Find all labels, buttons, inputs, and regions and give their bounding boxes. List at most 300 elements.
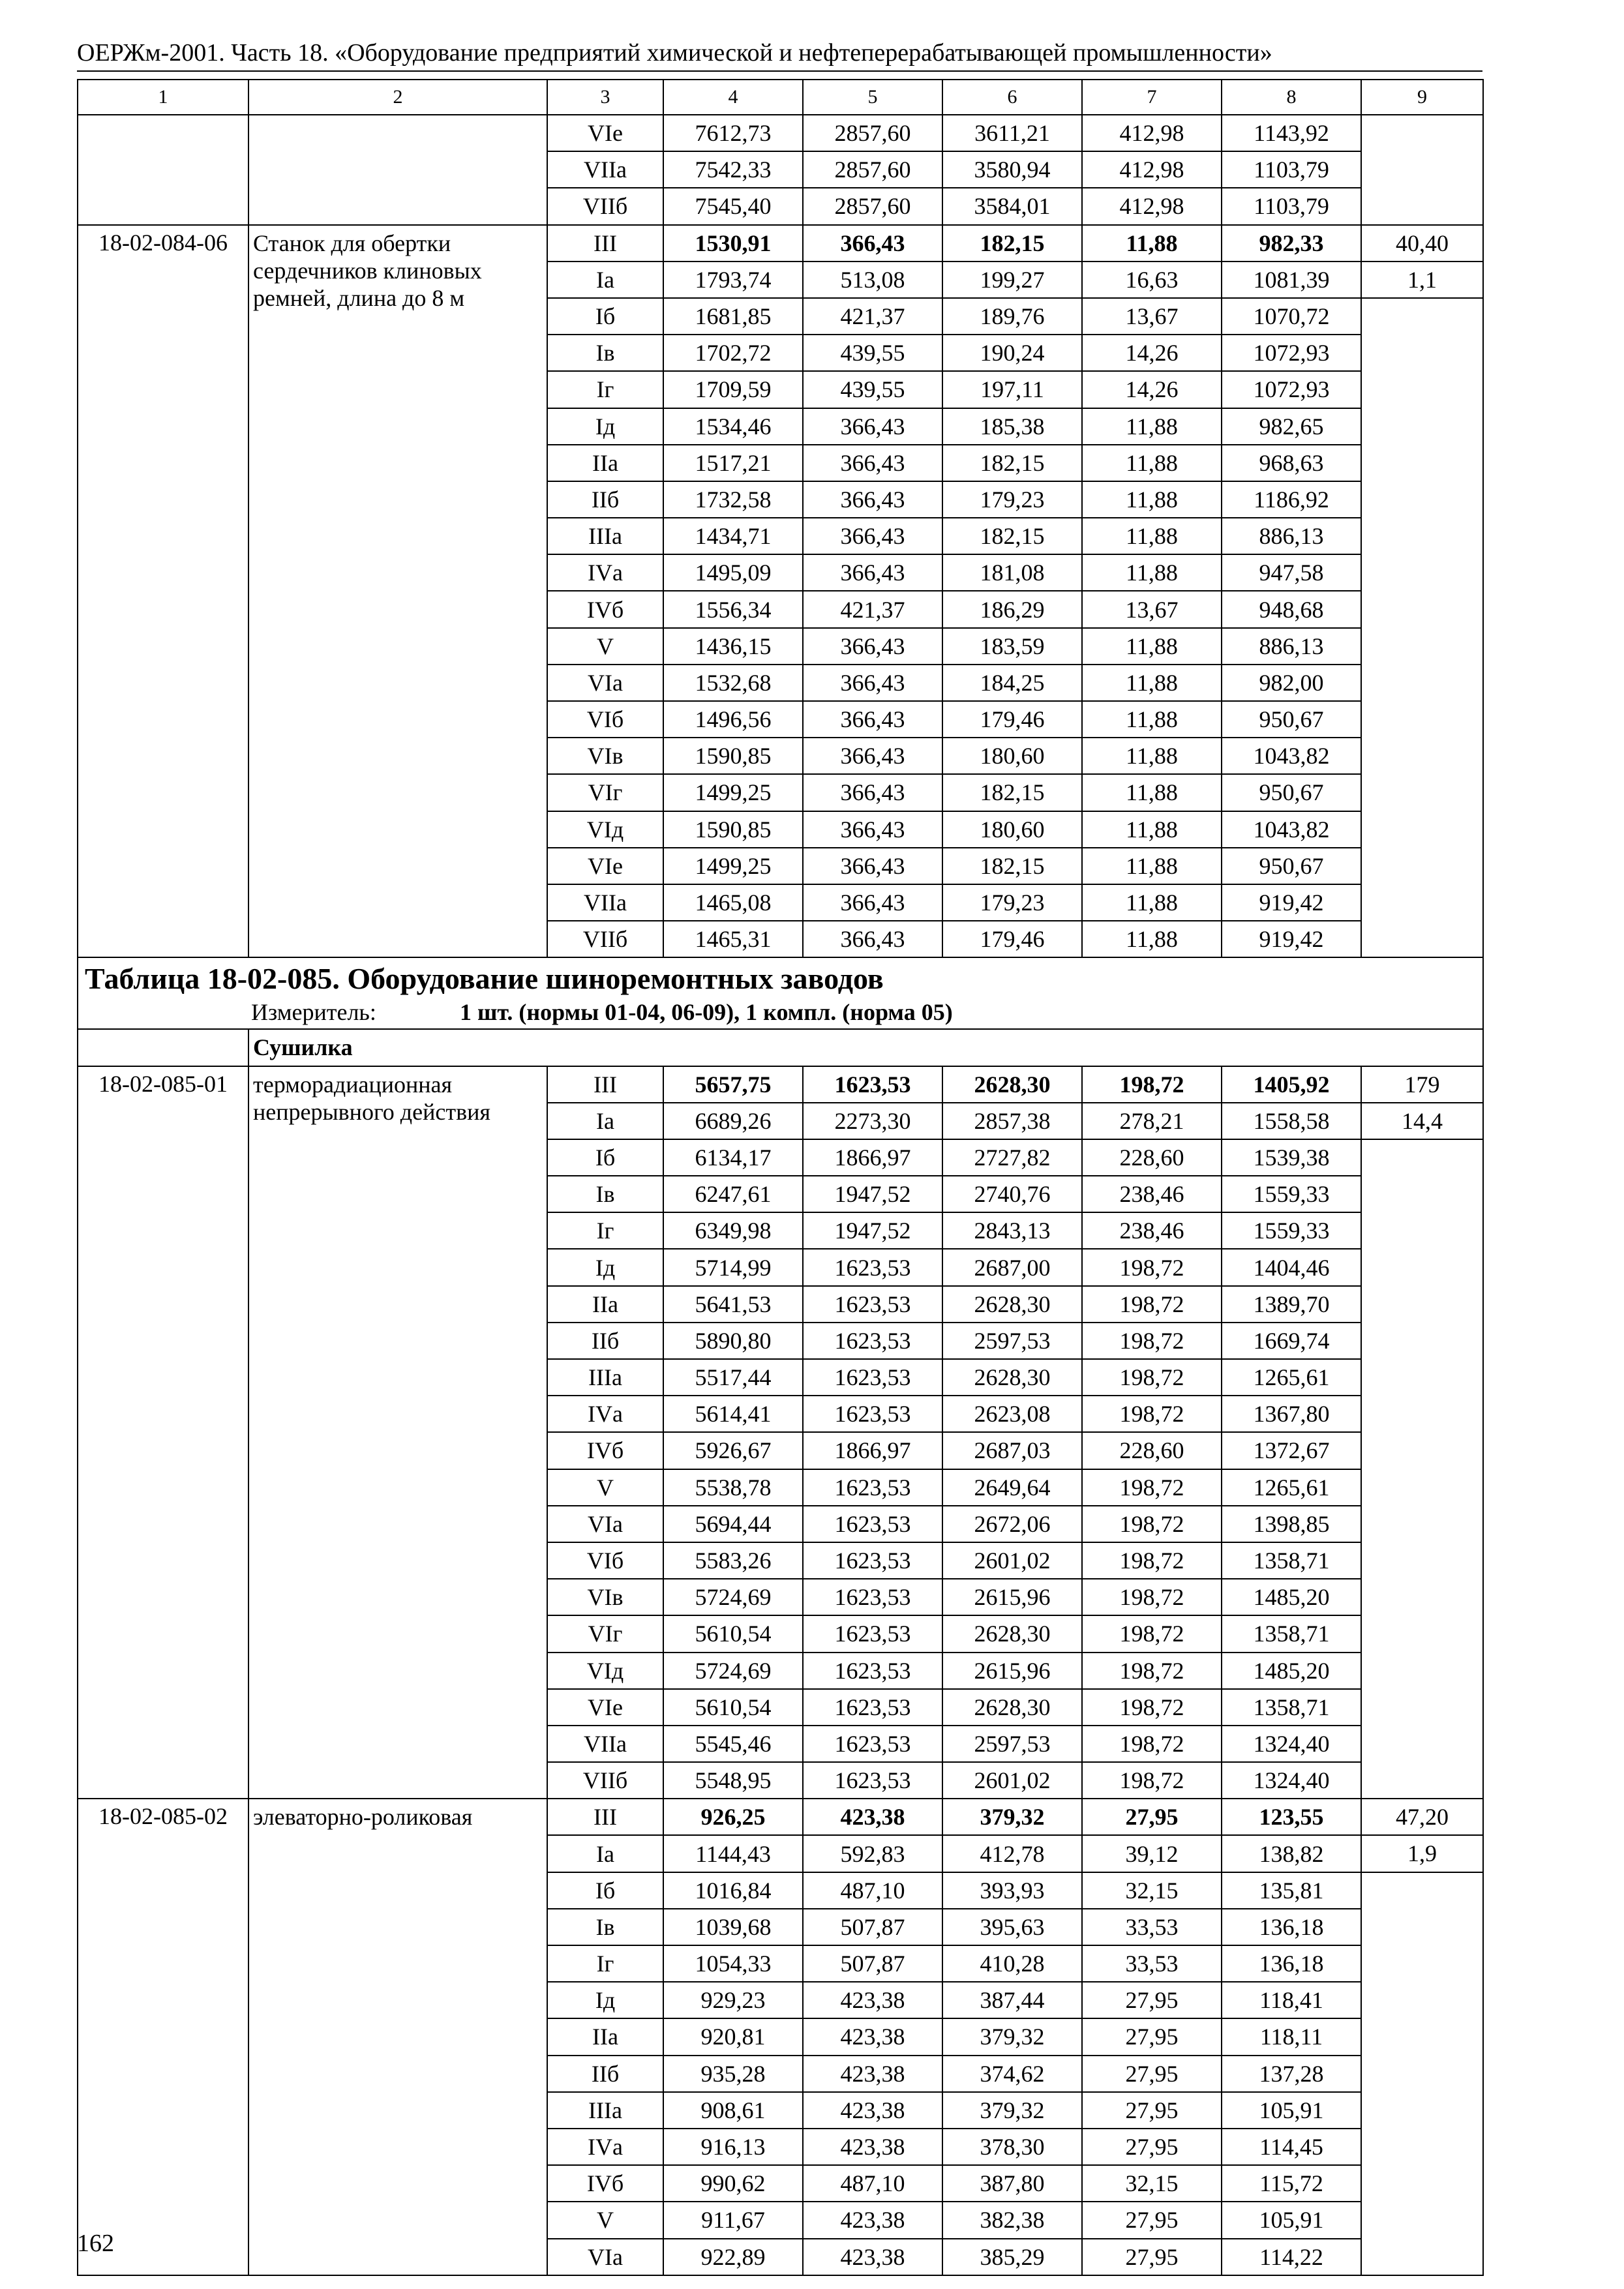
materials-cost-cell: 1367,80 xyxy=(1222,1396,1361,1432)
driver-pay-cell: 198,72 xyxy=(1082,1249,1222,1285)
machine-cost-cell: 387,44 xyxy=(942,1982,1082,2018)
total-cost-cell: 6247,61 xyxy=(663,1176,803,1212)
zone-cell: V xyxy=(547,628,663,665)
labor-cost-cell: 366,43 xyxy=(803,811,942,848)
labor-cost-cell: 487,10 xyxy=(803,2165,942,2202)
table-caption xyxy=(78,957,1483,1029)
machine-cost-cell: 190,24 xyxy=(942,335,1082,371)
zone-cell: Iа xyxy=(547,1103,663,1139)
zone-cell: Iг xyxy=(547,1945,663,1982)
materials-cost-cell: 118,41 xyxy=(1222,1982,1361,2018)
machine-cost-cell: 2615,96 xyxy=(942,1653,1082,1689)
work-name-cell: терморадиационная непрерывного действия xyxy=(248,1066,547,1799)
column-number: 1 xyxy=(78,80,248,115)
materials-cost-cell: 105,91 xyxy=(1222,2202,1361,2238)
driver-pay-cell: 27,95 xyxy=(1082,2056,1222,2092)
total-cost-cell: 5517,44 xyxy=(663,1359,803,1396)
zone-cell: IIа xyxy=(547,445,663,481)
labor-cost-cell: 1623,53 xyxy=(803,1249,942,1285)
zone-cell: V xyxy=(547,2202,663,2238)
zone-cell: VIIб xyxy=(547,1762,663,1799)
zone-cell: VIа xyxy=(547,665,663,701)
zone-cell: VIа xyxy=(547,2239,663,2275)
labor-cost-cell: 1623,53 xyxy=(803,1066,942,1103)
total-cost-cell: 1496,56 xyxy=(663,701,803,738)
total-cost-cell: 5610,54 xyxy=(663,1689,803,1726)
machine-cost-cell: 2597,53 xyxy=(942,1726,1082,1762)
labor-cost-cell: 366,43 xyxy=(803,848,942,884)
labor-cost-cell: 423,38 xyxy=(803,2018,942,2055)
zone-cell: VIIа xyxy=(547,1726,663,1762)
zone-cell: Iг xyxy=(547,1212,663,1249)
machine-cost-cell: 410,28 xyxy=(942,1945,1082,1982)
norms-table xyxy=(77,79,1484,2276)
zone-cell: Iд xyxy=(547,1982,663,2018)
materials-cost-cell: 1485,20 xyxy=(1222,1653,1361,1689)
zone-cell: IIб xyxy=(547,1323,663,1359)
driver-pay-cell: 11,88 xyxy=(1082,445,1222,481)
machine-cost-cell: 395,63 xyxy=(942,1909,1082,1945)
labor-cost-cell: 1623,53 xyxy=(803,1542,942,1579)
total-cost-cell: 5694,44 xyxy=(663,1506,803,1542)
labor-cost-cell: 366,43 xyxy=(803,554,942,591)
labor-cost-cell: 366,43 xyxy=(803,445,942,481)
machine-cost-cell: 2687,00 xyxy=(942,1249,1082,1285)
column-number: 8 xyxy=(1222,80,1361,115)
machine-cost-cell: 182,15 xyxy=(942,848,1082,884)
machine-cost-cell: 186,29 xyxy=(942,591,1082,627)
zone-cell: VIв xyxy=(547,738,663,774)
norm-code-cell xyxy=(78,115,248,225)
meter-line xyxy=(85,997,1476,1027)
materials-cost-cell: 982,00 xyxy=(1222,665,1361,701)
materials-cost-cell: 919,42 xyxy=(1222,884,1361,921)
materials-cost-cell: 1372,67 xyxy=(1222,1432,1361,1469)
materials-cost-cell: 115,72 xyxy=(1222,2165,1361,2202)
labor-cost-cell: 2857,60 xyxy=(803,151,942,188)
labor-hours-cell: 1,9 xyxy=(1361,1835,1483,1872)
table-caption-row xyxy=(78,957,1483,1029)
total-cost-cell: 1434,71 xyxy=(663,518,803,554)
machine-cost-cell: 181,08 xyxy=(942,554,1082,591)
materials-cost-cell: 1103,79 xyxy=(1222,151,1361,188)
meter-value: 1 шт. (нормы 01-04, 06-09), 1 компл. (норма 05) xyxy=(460,999,953,1026)
zone-cell: VIIа xyxy=(547,884,663,921)
zone-cell: Iа xyxy=(547,262,663,298)
materials-cost-cell: 1398,85 xyxy=(1222,1506,1361,1542)
labor-cost-cell: 1623,53 xyxy=(803,1615,942,1652)
driver-pay-cell: 412,98 xyxy=(1082,151,1222,188)
machine-cost-cell: 2740,76 xyxy=(942,1176,1082,1212)
total-cost-cell: 922,89 xyxy=(663,2239,803,2275)
machine-cost-cell: 379,32 xyxy=(942,2018,1082,2055)
labor-cost-cell: 423,38 xyxy=(803,2092,942,2129)
total-cost-cell: 911,67 xyxy=(663,2202,803,2238)
labor-cost-cell: 1623,53 xyxy=(803,1359,942,1396)
total-cost-cell: 5641,53 xyxy=(663,1286,803,1323)
driver-pay-cell: 27,95 xyxy=(1082,2202,1222,2238)
total-cost-cell: 935,28 xyxy=(663,2056,803,2092)
driver-pay-cell: 11,88 xyxy=(1082,811,1222,848)
total-cost-cell: 1499,25 xyxy=(663,848,803,884)
driver-pay-cell: 13,67 xyxy=(1082,298,1222,335)
total-cost-cell: 929,23 xyxy=(663,1982,803,2018)
labor-cost-cell: 366,43 xyxy=(803,738,942,774)
total-cost-cell: 1590,85 xyxy=(663,738,803,774)
machine-cost-cell: 2601,02 xyxy=(942,1542,1082,1579)
labor-cost-cell: 423,38 xyxy=(803,1799,942,1835)
driver-pay-cell: 33,53 xyxy=(1082,1909,1222,1945)
labor-cost-cell: 1623,53 xyxy=(803,1286,942,1323)
total-cost-cell: 5583,26 xyxy=(663,1542,803,1579)
total-cost-cell: 5890,80 xyxy=(663,1323,803,1359)
driver-pay-cell: 238,46 xyxy=(1082,1176,1222,1212)
table-row xyxy=(78,225,1483,262)
driver-pay-cell: 278,21 xyxy=(1082,1103,1222,1139)
machine-cost-cell: 199,27 xyxy=(942,262,1082,298)
table-row xyxy=(78,115,1483,151)
zone-cell: III xyxy=(547,1799,663,1835)
machine-cost-cell: 182,15 xyxy=(942,518,1082,554)
labor-cost-cell: 513,08 xyxy=(803,262,942,298)
total-cost-cell: 6689,26 xyxy=(663,1103,803,1139)
total-cost-cell: 916,13 xyxy=(663,2129,803,2165)
materials-cost-cell: 948,68 xyxy=(1222,591,1361,627)
norm-code-cell: 18-02-084-06 xyxy=(78,225,248,958)
machine-cost-cell: 382,38 xyxy=(942,2202,1082,2238)
zone-cell: Iв xyxy=(547,1176,663,1212)
driver-pay-cell: 228,60 xyxy=(1082,1432,1222,1469)
empty-cell xyxy=(78,1029,248,1066)
labor-cost-cell: 366,43 xyxy=(803,518,942,554)
driver-pay-cell: 32,15 xyxy=(1082,1872,1222,1909)
driver-pay-cell: 228,60 xyxy=(1082,1139,1222,1176)
materials-cost-cell: 1669,74 xyxy=(1222,1323,1361,1359)
work-name-cell: Станок для обертки сердечников клиновых ремней, длина до 8 м xyxy=(248,225,547,958)
column-number: 4 xyxy=(663,80,803,115)
total-cost-cell: 7612,73 xyxy=(663,115,803,151)
driver-pay-cell: 198,72 xyxy=(1082,1689,1222,1726)
zone-cell: V xyxy=(547,1469,663,1506)
zone-cell: VIв xyxy=(547,1579,663,1615)
zone-cell: VIб xyxy=(547,701,663,738)
total-cost-cell: 1436,15 xyxy=(663,628,803,665)
labor-cost-cell: 366,43 xyxy=(803,774,942,811)
driver-pay-cell: 11,88 xyxy=(1082,884,1222,921)
materials-cost-cell: 1558,58 xyxy=(1222,1103,1361,1139)
total-cost-cell: 5657,75 xyxy=(663,1066,803,1103)
machine-cost-cell: 393,93 xyxy=(942,1872,1082,1909)
labor-cost-cell: 421,37 xyxy=(803,591,942,627)
machine-cost-cell: 3611,21 xyxy=(942,115,1082,151)
materials-cost-cell: 1539,38 xyxy=(1222,1139,1361,1176)
materials-cost-cell: 982,33 xyxy=(1222,225,1361,262)
work-name-cell xyxy=(248,115,547,225)
zone-cell: VIа xyxy=(547,1506,663,1542)
labor-cost-cell: 423,38 xyxy=(803,2202,942,2238)
machine-cost-cell: 3580,94 xyxy=(942,151,1082,188)
labor-cost-cell: 487,10 xyxy=(803,1872,942,1909)
norm-code-cell: 18-02-085-02 xyxy=(78,1799,248,2275)
zone-cell: IVб xyxy=(547,591,663,627)
total-cost-cell: 5926,67 xyxy=(663,1432,803,1469)
zone-cell: IVа xyxy=(547,2129,663,2165)
zone-cell: IIIа xyxy=(547,2092,663,2129)
labor-cost-cell: 366,43 xyxy=(803,225,942,262)
driver-pay-cell: 198,72 xyxy=(1082,1615,1222,1652)
driver-pay-cell: 27,95 xyxy=(1082,2239,1222,2275)
total-cost-cell: 1495,09 xyxy=(663,554,803,591)
zone-cell: IIIа xyxy=(547,1359,663,1396)
zone-cell: VIе xyxy=(547,115,663,151)
zone-cell: IIб xyxy=(547,481,663,518)
materials-cost-cell: 1265,61 xyxy=(1222,1469,1361,1506)
total-cost-cell: 5724,69 xyxy=(663,1579,803,1615)
materials-cost-cell: 1186,92 xyxy=(1222,481,1361,518)
driver-pay-cell: 198,72 xyxy=(1082,1726,1222,1762)
materials-cost-cell: 968,63 xyxy=(1222,445,1361,481)
column-number: 9 xyxy=(1361,80,1483,115)
materials-cost-cell: 947,58 xyxy=(1222,554,1361,591)
driver-pay-cell: 198,72 xyxy=(1082,1506,1222,1542)
driver-pay-cell: 11,88 xyxy=(1082,848,1222,884)
work-name-cell: элеваторно-роликовая xyxy=(248,1799,547,2275)
total-cost-cell: 1517,21 xyxy=(663,445,803,481)
labor-cost-cell: 423,38 xyxy=(803,2239,942,2275)
labor-hours-cell: 179 xyxy=(1361,1066,1483,1103)
driver-pay-cell: 11,88 xyxy=(1082,518,1222,554)
machine-cost-cell: 2601,02 xyxy=(942,1762,1082,1799)
driver-pay-cell: 27,95 xyxy=(1082,2018,1222,2055)
driver-pay-cell: 412,98 xyxy=(1082,115,1222,151)
materials-cost-cell: 1043,82 xyxy=(1222,811,1361,848)
total-cost-cell: 1499,25 xyxy=(663,774,803,811)
total-cost-cell: 1681,85 xyxy=(663,298,803,335)
materials-cost-cell: 1358,71 xyxy=(1222,1542,1361,1579)
total-cost-cell: 1532,68 xyxy=(663,665,803,701)
labor-cost-cell: 1623,53 xyxy=(803,1506,942,1542)
total-cost-cell: 5714,99 xyxy=(663,1249,803,1285)
column-number: 5 xyxy=(803,80,942,115)
labor-cost-cell: 2857,60 xyxy=(803,115,942,151)
labor-cost-cell: 439,55 xyxy=(803,371,942,408)
labor-cost-cell: 1623,53 xyxy=(803,1689,942,1726)
driver-pay-cell: 16,63 xyxy=(1082,262,1222,298)
column-number-row xyxy=(78,80,1483,115)
total-cost-cell: 1465,08 xyxy=(663,884,803,921)
materials-cost-cell: 1559,33 xyxy=(1222,1212,1361,1249)
total-cost-cell: 5545,46 xyxy=(663,1726,803,1762)
zone-cell: III xyxy=(547,225,663,262)
zone-cell: VIIб xyxy=(547,921,663,957)
driver-pay-cell: 412,98 xyxy=(1082,188,1222,224)
materials-cost-cell: 1103,79 xyxy=(1222,188,1361,224)
machine-cost-cell: 2597,53 xyxy=(942,1323,1082,1359)
header-rule xyxy=(77,70,1482,72)
driver-pay-cell: 11,88 xyxy=(1082,665,1222,701)
zone-cell: Iв xyxy=(547,1909,663,1945)
machine-cost-cell: 385,29 xyxy=(942,2239,1082,2275)
machine-cost-cell: 2628,30 xyxy=(942,1689,1082,1726)
machine-cost-cell: 2687,03 xyxy=(942,1432,1082,1469)
machine-cost-cell: 182,15 xyxy=(942,445,1082,481)
machine-cost-cell: 184,25 xyxy=(942,665,1082,701)
zone-cell: IIа xyxy=(547,2018,663,2055)
table-body xyxy=(78,80,1483,2275)
driver-pay-cell: 198,72 xyxy=(1082,1542,1222,1579)
zone-cell: VIг xyxy=(547,1615,663,1652)
total-cost-cell: 920,81 xyxy=(663,2018,803,2055)
zone-cell: IVб xyxy=(547,2165,663,2202)
materials-cost-cell: 1405,92 xyxy=(1222,1066,1361,1103)
zone-cell: IIб xyxy=(547,2056,663,2092)
total-cost-cell: 990,62 xyxy=(663,2165,803,2202)
driver-pay-cell: 27,95 xyxy=(1082,1799,1222,1835)
total-cost-cell: 926,25 xyxy=(663,1799,803,1835)
materials-cost-cell: 950,67 xyxy=(1222,701,1361,738)
zone-cell: VIг xyxy=(547,774,663,811)
subheading: Сушилка xyxy=(248,1029,1483,1066)
zone-cell: Iб xyxy=(547,1872,663,1909)
column-number: 3 xyxy=(547,80,663,115)
total-cost-cell: 1530,91 xyxy=(663,225,803,262)
machine-cost-cell: 412,78 xyxy=(942,1835,1082,1872)
machine-cost-cell: 2672,06 xyxy=(942,1506,1082,1542)
zone-cell: VIIб xyxy=(547,188,663,224)
materials-cost-cell: 123,55 xyxy=(1222,1799,1361,1835)
labor-cost-cell: 592,83 xyxy=(803,1835,942,1872)
materials-cost-cell: 950,67 xyxy=(1222,774,1361,811)
labor-cost-cell: 1947,52 xyxy=(803,1212,942,1249)
total-cost-cell: 1709,59 xyxy=(663,371,803,408)
labor-cost-cell: 366,43 xyxy=(803,884,942,921)
materials-cost-cell: 1559,33 xyxy=(1222,1176,1361,1212)
total-cost-cell: 1732,58 xyxy=(663,481,803,518)
machine-cost-cell: 179,46 xyxy=(942,921,1082,957)
materials-cost-cell: 950,67 xyxy=(1222,848,1361,884)
labor-cost-cell: 423,38 xyxy=(803,1982,942,2018)
labor-cost-cell: 423,38 xyxy=(803,2056,942,2092)
labor-hours-cell: 1,1 xyxy=(1361,262,1483,298)
materials-cost-cell: 105,91 xyxy=(1222,2092,1361,2129)
machine-cost-cell: 2857,38 xyxy=(942,1103,1082,1139)
machine-cost-cell: 179,23 xyxy=(942,884,1082,921)
total-cost-cell: 1054,33 xyxy=(663,1945,803,1982)
driver-pay-cell: 11,88 xyxy=(1082,738,1222,774)
driver-pay-cell: 198,72 xyxy=(1082,1286,1222,1323)
empty-cell xyxy=(1361,298,1483,957)
labor-cost-cell: 1623,53 xyxy=(803,1396,942,1432)
zone-cell: IVа xyxy=(547,1396,663,1432)
machine-cost-cell: 2628,30 xyxy=(942,1066,1082,1103)
total-cost-cell: 1793,74 xyxy=(663,262,803,298)
machine-cost-cell: 379,32 xyxy=(942,1799,1082,1835)
zone-cell: Iа xyxy=(547,1835,663,1872)
driver-pay-cell: 14,26 xyxy=(1082,371,1222,408)
machine-cost-cell: 179,23 xyxy=(942,481,1082,518)
materials-cost-cell: 886,13 xyxy=(1222,518,1361,554)
table-title: Таблица 18-02-085. Оборудование шиноремонтных заводов xyxy=(85,962,884,996)
labor-cost-cell: 423,38 xyxy=(803,2129,942,2165)
materials-cost-cell: 919,42 xyxy=(1222,921,1361,957)
zone-cell: VIд xyxy=(547,1653,663,1689)
materials-cost-cell: 1324,40 xyxy=(1222,1726,1361,1762)
labor-cost-cell: 1866,97 xyxy=(803,1432,942,1469)
total-cost-cell: 7545,40 xyxy=(663,188,803,224)
labor-cost-cell: 1623,53 xyxy=(803,1323,942,1359)
driver-pay-cell: 11,88 xyxy=(1082,554,1222,591)
materials-cost-cell: 1404,46 xyxy=(1222,1249,1361,1285)
materials-cost-cell: 1070,72 xyxy=(1222,298,1361,335)
machine-cost-cell: 197,11 xyxy=(942,371,1082,408)
total-cost-cell: 1556,34 xyxy=(663,591,803,627)
zone-cell: Iб xyxy=(547,298,663,335)
labor-hours-cell: 14,4 xyxy=(1361,1103,1483,1139)
table-row xyxy=(78,1799,1483,1835)
zone-cell: IVб xyxy=(547,1432,663,1469)
labor-cost-cell: 439,55 xyxy=(803,335,942,371)
zone-cell: VIб xyxy=(547,1542,663,1579)
machine-cost-cell: 180,60 xyxy=(942,811,1082,848)
zone-cell: Iв xyxy=(547,335,663,371)
driver-pay-cell: 33,53 xyxy=(1082,1945,1222,1982)
machine-cost-cell: 180,60 xyxy=(942,738,1082,774)
zone-cell: IVа xyxy=(547,554,663,591)
labor-cost-cell: 507,87 xyxy=(803,1945,942,1982)
materials-cost-cell: 1072,93 xyxy=(1222,371,1361,408)
labor-cost-cell: 1623,53 xyxy=(803,1579,942,1615)
materials-cost-cell: 982,65 xyxy=(1222,408,1361,445)
materials-cost-cell: 1358,71 xyxy=(1222,1615,1361,1652)
materials-cost-cell: 135,81 xyxy=(1222,1872,1361,1909)
total-cost-cell: 5724,69 xyxy=(663,1653,803,1689)
machine-cost-cell: 182,15 xyxy=(942,225,1082,262)
zone-cell: IIа xyxy=(547,1286,663,1323)
norm-code-cell: 18-02-085-01 xyxy=(78,1066,248,1799)
machine-cost-cell: 2615,96 xyxy=(942,1579,1082,1615)
total-cost-cell: 1590,85 xyxy=(663,811,803,848)
machine-cost-cell: 185,38 xyxy=(942,408,1082,445)
driver-pay-cell: 27,95 xyxy=(1082,2129,1222,2165)
labor-cost-cell: 2857,60 xyxy=(803,188,942,224)
total-cost-cell: 5614,41 xyxy=(663,1396,803,1432)
meter-label: Измеритель: xyxy=(251,999,376,1026)
driver-pay-cell: 11,88 xyxy=(1082,225,1222,262)
zone-cell: VIд xyxy=(547,811,663,848)
machine-cost-cell: 2727,82 xyxy=(942,1139,1082,1176)
materials-cost-cell: 1081,39 xyxy=(1222,262,1361,298)
materials-cost-cell: 1043,82 xyxy=(1222,738,1361,774)
machine-cost-cell: 2623,08 xyxy=(942,1396,1082,1432)
total-cost-cell: 1039,68 xyxy=(663,1909,803,1945)
zone-cell: Iд xyxy=(547,1249,663,1285)
machine-cost-cell: 2628,30 xyxy=(942,1359,1082,1396)
driver-pay-cell: 198,72 xyxy=(1082,1323,1222,1359)
total-cost-cell: 7542,33 xyxy=(663,151,803,188)
driver-pay-cell: 198,72 xyxy=(1082,1579,1222,1615)
machine-cost-cell: 182,15 xyxy=(942,774,1082,811)
total-cost-cell: 6134,17 xyxy=(663,1139,803,1176)
labor-cost-cell: 1623,53 xyxy=(803,1653,942,1689)
total-cost-cell: 5538,78 xyxy=(663,1469,803,1506)
labor-cost-cell: 1623,53 xyxy=(803,1726,942,1762)
materials-cost-cell: 137,28 xyxy=(1222,2056,1361,2092)
materials-cost-cell: 1485,20 xyxy=(1222,1579,1361,1615)
machine-cost-cell: 179,46 xyxy=(942,701,1082,738)
machine-cost-cell: 374,62 xyxy=(942,2056,1082,2092)
machine-cost-cell: 2628,30 xyxy=(942,1286,1082,1323)
materials-cost-cell: 1324,40 xyxy=(1222,1762,1361,1799)
